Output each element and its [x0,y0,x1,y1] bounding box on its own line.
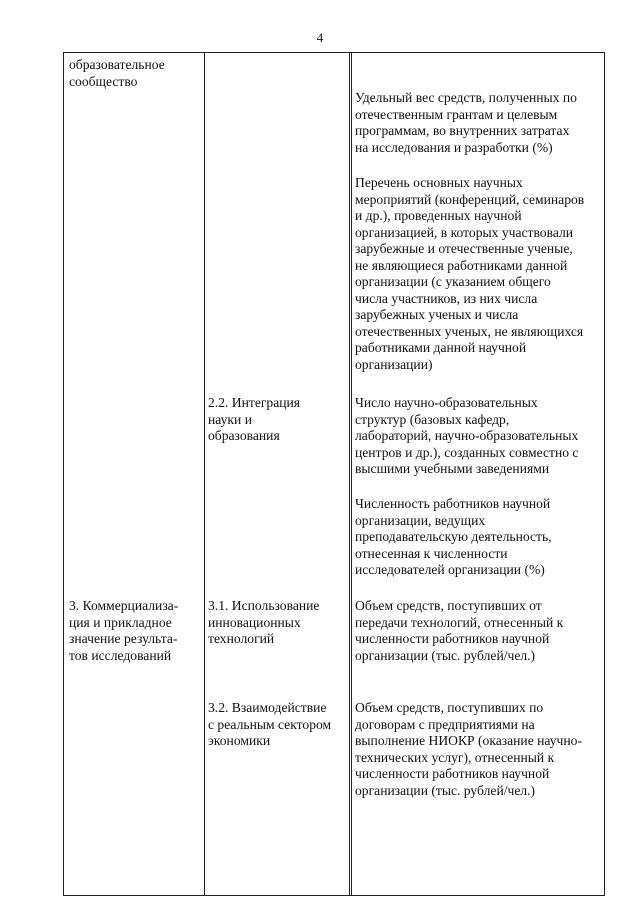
indicator-table [63,52,605,896]
table-cell-indicator: Объем средств, поступивших по договорам с предприятиями на выполнение НИОКР (оказание научно- технических услуг), отнесенный к численности работников научной организации (тыс. рублей/чел.) [355,700,582,798]
table-cell-indicator: Число научно-образовательных структур (базовых кафедр, лабораторий, научно-образовательных центров и др.), созданных совместно с высшими учебными заведениями [355,395,579,476]
page-number: 4 [316,30,324,45]
table-cell-direction: 3. Коммерциализа- ция и прикладное значение результа- тов исследований [69,598,179,663]
column-divider [349,53,350,895]
table-cell-subdirection: 3.2. Взаимодействие с реальным сектором экономики [208,700,332,748]
table-cell-direction: образовательное сообщество [69,57,165,89]
table-cell-indicator: Объем средств, поступивших от передачи технологий, отнесенный к численности работников научной организации (тыс. рублей/чел.) [355,598,564,663]
table-cell-subdirection: 3.1. Использование инновационных технологий [208,598,320,646]
table-cell-indicator: Численность работников научной организации, ведущих преподавательскую деятельность, отнесенная к численности исследователей организации (%) [355,496,552,577]
table-cell-subdirection: 2.2. Интеграция науки и образования [208,395,301,443]
table-cell-indicator: Перечень основных научных мероприятий (конференций, семинаров и др.), проведенных научной организацией, в которых участвовали зарубежные и отечественные ученые, не являющиеся работниками данной организации (с указанием общего числа участников, из них числа зарубежных ученых и числа отечественных ученых, не являющихся работниками данной научной организации) [355,175,585,372]
column-divider [351,53,352,895]
table-cell-indicator: Удельный вес средств, полученных по отечественным грантам и целевым программам, во внутренних затратах на исследования и разработки (%) [355,90,577,155]
column-divider [204,53,205,895]
